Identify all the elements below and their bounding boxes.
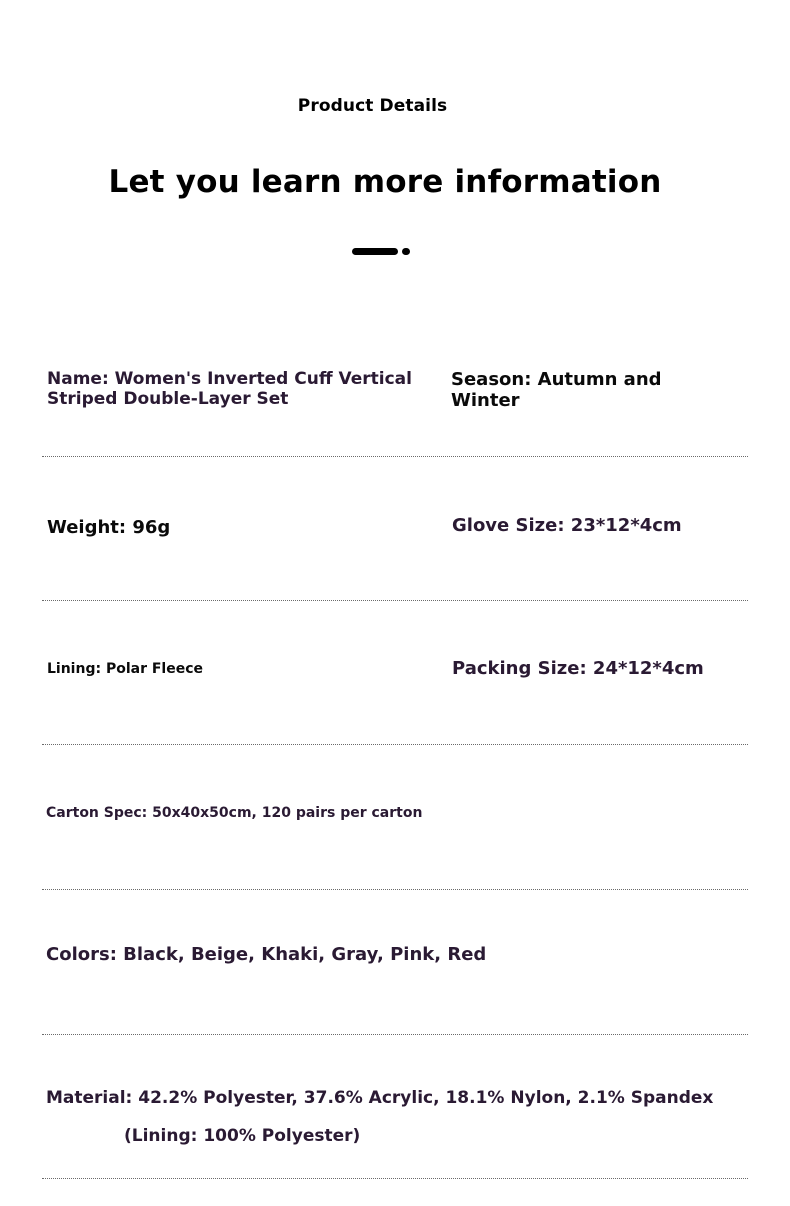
title-divider-mark [352,248,410,255]
material-field: Material: 42.2% Polyester, 37.6% Acrylic, 18.1% Nylon, 2.1% Spandex [46,1088,714,1108]
page-title: Let you learn more information [108,164,662,200]
row-divider [42,1178,748,1179]
material-lining-field: (Lining: 100% Polyester) [124,1126,361,1146]
weight-field: Weight: 96g [47,517,171,538]
glove-size-field: Glove Size: 23*12*4cm [452,515,682,536]
section-eyebrow: Product Details [297,96,448,116]
divider-bar [352,248,398,255]
lining-field: Lining: Polar Fleece [47,661,203,677]
packing-size-field: Packing Size: 24*12*4cm [452,658,704,679]
name-field: Name: Women's Inverted Cuff Vertical Striped Double-Layer Set [47,369,412,409]
colors-field: Colors: Black, Beige, Khaki, Gray, Pink, Red [46,944,487,965]
season-field: Season: Autumn and Winter [451,369,662,411]
row-divider [42,1034,748,1035]
divider-dot [402,248,410,255]
row-divider [42,889,748,890]
carton-spec-field: Carton Spec: 50x40x50cm, 120 pairs per carton [46,805,423,821]
row-divider [42,744,748,745]
row-divider [42,600,748,601]
row-divider [42,456,748,457]
